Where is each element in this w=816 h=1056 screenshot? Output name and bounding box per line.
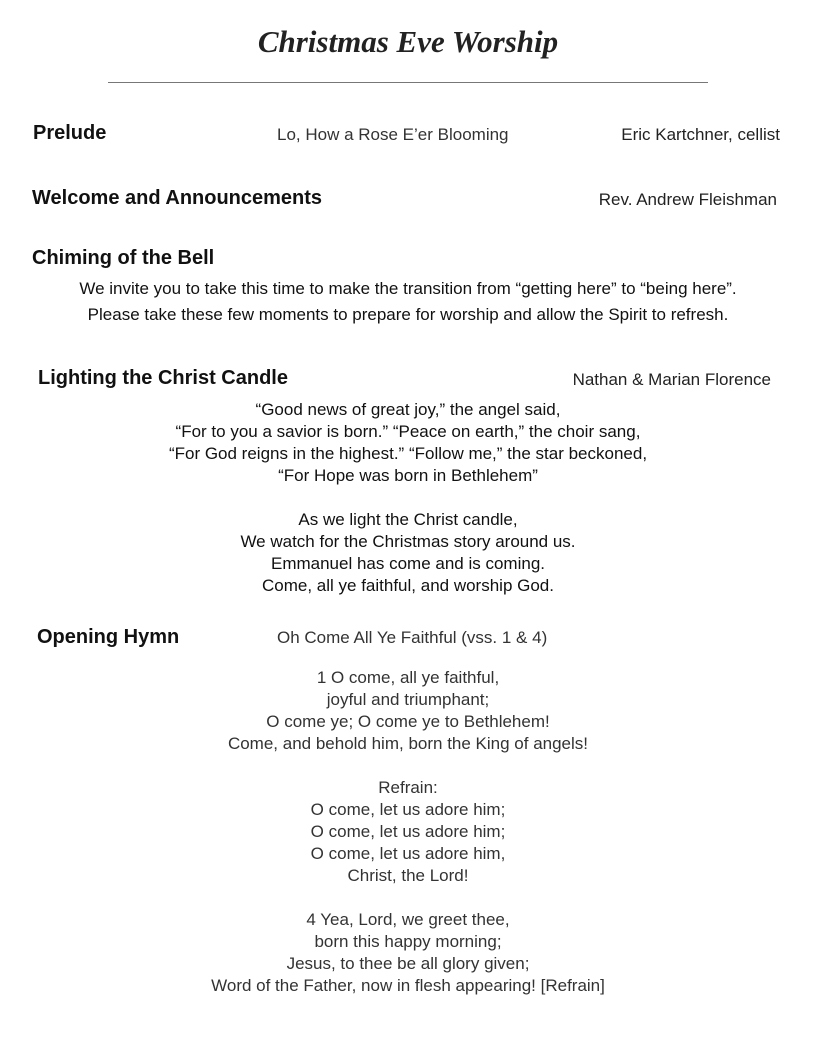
- stanza-line: “For Hope was born in Bethlehem”: [278, 466, 538, 485]
- hymn-line: 4 Yea, Lord, we greet thee,: [306, 910, 510, 929]
- page-title: Christmas Eve Worship: [257, 24, 559, 59]
- prelude-performer: Eric Kartchner, cellist: [621, 125, 780, 144]
- stanza-line: Come, all ye faithful, and worship God.: [262, 576, 554, 595]
- hymn-verse-1: [0, 667, 816, 755]
- hymn-line: Refrain:: [378, 778, 438, 797]
- stanza-line: As we light the Christ candle,: [298, 510, 518, 529]
- stanza-line: “Good news of great joy,” the angel said,: [255, 400, 561, 419]
- hymn-line: Word of the Father, now in flesh appearing! [Refrain]: [211, 976, 605, 995]
- title-divider: [108, 82, 708, 83]
- chiming-invitation: [0, 276, 816, 328]
- candle-readers: Nathan & Marian Florence: [572, 370, 771, 389]
- hymn-line: O come, let us adore him;: [310, 822, 506, 841]
- hymn-verse-4: [0, 909, 816, 997]
- candle-stanza-1: [0, 399, 816, 487]
- chiming-heading: Chiming of the Bell: [32, 247, 215, 269]
- hymn-line: O come, let us adore him;: [310, 800, 506, 819]
- chiming-line: Please take these few moments to prepare for worship and allow the Spirit to refresh.: [87, 305, 729, 324]
- candle-heading: Lighting the Christ Candle: [38, 367, 288, 389]
- hymn-line: joyful and triumphant;: [326, 690, 490, 709]
- stanza-line: “For God reigns in the highest.” “Follow me,” the star beckoned,: [168, 444, 648, 463]
- prelude-piece: Lo, How a Rose E’er Blooming: [277, 125, 509, 144]
- welcome-leader: Rev. Andrew Fleishman: [598, 190, 777, 209]
- stanza-line: We watch for the Christmas story around us.: [240, 532, 576, 551]
- prelude-heading: Prelude: [33, 122, 107, 144]
- hymn-line: 1 O come, all ye faithful,: [316, 668, 500, 687]
- hymn-name: Oh Come All Ye Faithful (vss. 1 & 4): [277, 628, 548, 647]
- chiming-line: We invite you to take this time to make the transition from “getting here” to “being here”.: [79, 279, 737, 298]
- stanza-line: Emmanuel has come and is coming.: [270, 554, 546, 573]
- stanza-line: “For to you a savior is born.” “Peace on earth,” the choir sang,: [175, 422, 641, 441]
- candle-stanza-2: [0, 509, 816, 597]
- welcome-heading: Welcome and Announcements: [32, 187, 323, 209]
- hymn-line: Come, and behold him, born the King of angels!: [227, 734, 589, 753]
- hymn-heading: Opening Hymn: [37, 626, 180, 648]
- hymn-line: born this happy morning;: [314, 932, 502, 951]
- hymn-line: O come ye; O come ye to Bethlehem!: [266, 712, 550, 731]
- hymn-refrain: [0, 777, 816, 887]
- hymn-line: O come, let us adore him,: [310, 844, 506, 863]
- hymn-line: Jesus, to thee be all glory given;: [286, 954, 530, 973]
- hymn-line: Christ, the Lord!: [347, 866, 469, 885]
